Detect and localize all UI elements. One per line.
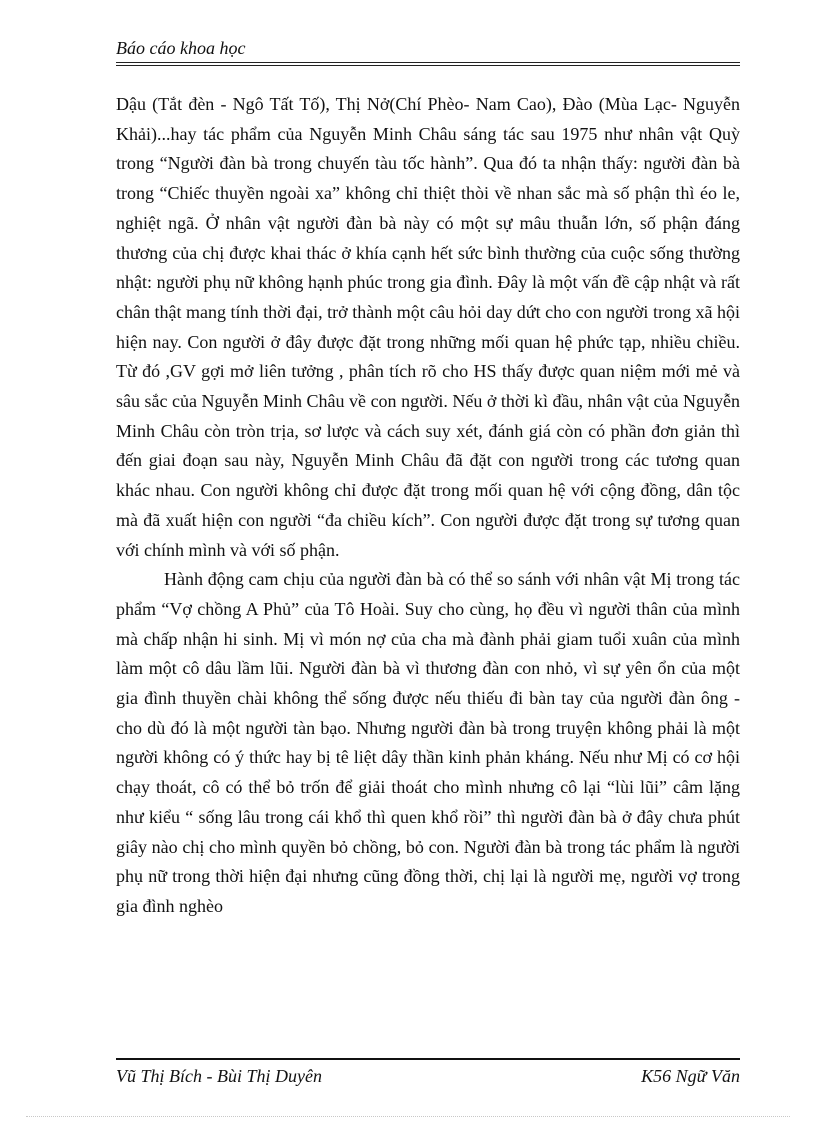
page-footer [116,1058,740,1088]
header-title: Báo cáo khoa học [116,38,246,58]
document-body [116,90,740,922]
footer-authors: Vũ Thị Bích - Bùi Thị Duyên [116,1066,322,1086]
footer-class-label: K56 Ngữ Văn [641,1066,740,1086]
header-double-rule [116,62,740,66]
page-header [116,36,740,66]
page-bottom-dotted-edge [26,1116,790,1117]
footer-rule [116,1058,740,1060]
body-paragraph-2: Hành động cam chịu của người đàn bà có thể so sánh với nhân vật Mị trong tác phẩm “Vợ chồng A Phủ” của Tô Hoài. Suy cho cùng, họ đều vì người thân của mình mà chấp nhận hi sinh. Mị vì món nợ của cha mà đành phải giam tuổi xuân của mình làm một cô dâu lầm lũi. Người đàn bà vì thương đàn con nhỏ, vì sự yên ổn của một gia đình thuyền chài không thể sống được nếu thiếu đi bàn tay của người đàn ông - cho dù đó là một người tàn bạo. Nhưng người đàn bà trong truyện không phải là một người không có ý thức hay bị tê liệt dây thần kinh phản kháng. Nếu như Mị có cơ hội chạy thoát, cô có thể bỏ trốn để giải thoát cho mình nhưng cô lại “lùi lũi” câm lặng như kiểu “ sống lâu trong cái khổ thì quen khổ rồi” thì người đàn bà ở đây chưa phút giây nào chị cho mình quyền bỏ chồng, bỏ con. Người đàn bà trong tác phẩm là người phụ nữ trong thời hiện đại nhưng cũng đồng thời, chị lại là người mẹ, người vợ trong gia đình nghèo [116,569,740,916]
footer-row [116,1064,740,1088]
body-paragraph-1: Dậu (Tắt đèn - Ngô Tất Tố), Thị Nở(Chí Phèo- Nam Cao), Đào (Mùa Lạc- Nguyễn Khải)...hay tác phẩm của Nguyễn Minh Châu sáng tác sau 1975 như nhân vật Quỳ trong “Người đàn bà trong chuyến tàu tốc hành”. Qua đó ta nhận thấy: người đàn bà trong “Chiếc thuyền ngoài xa” không chỉ thiệt thòi về nhan sắc mà số phận thì éo le, nghiệt ngã. Ở nhân vật người đàn bà này có một sự mâu thuẫn lớn, số phận đáng thương của chị được khai thác ở khía cạnh hết sức bình thường của cuộc sống thường nhật: người phụ nữ không hạnh phúc trong gia đình. Đây là một vấn đề cập nhật và rất chân thật mang tính thời đại, trở thành một câu hỏi day dứt cho con người trong xã hội hiện nay. Con người ở đây được đặt trong những mối quan hệ phức tạp, nhiều chiều. Từ đó ,GV gợi mở liên tưởng , phân tích rõ cho HS thấy được quan niệm mới mẻ và sâu sắc của Nguyễn Minh Châu về con người. Nếu ở thời kì đầu, nhân vật của Nguyễn Minh Châu còn tròn trịa, sơ lược và cách suy xét, đánh giá còn có phần đơn giản thì đến giai đoạn sau này, Nguyễn Minh Châu đã đặt con người trong các tương quan khác nhau. Con người không chỉ được đặt trong mối quan hệ với cộng đồng, dân tộc mà đã xuất hiện con người “đa chiều kích”. Con người được đặt trong sự tương quan với chính mình và với số phận. [116,94,740,560]
